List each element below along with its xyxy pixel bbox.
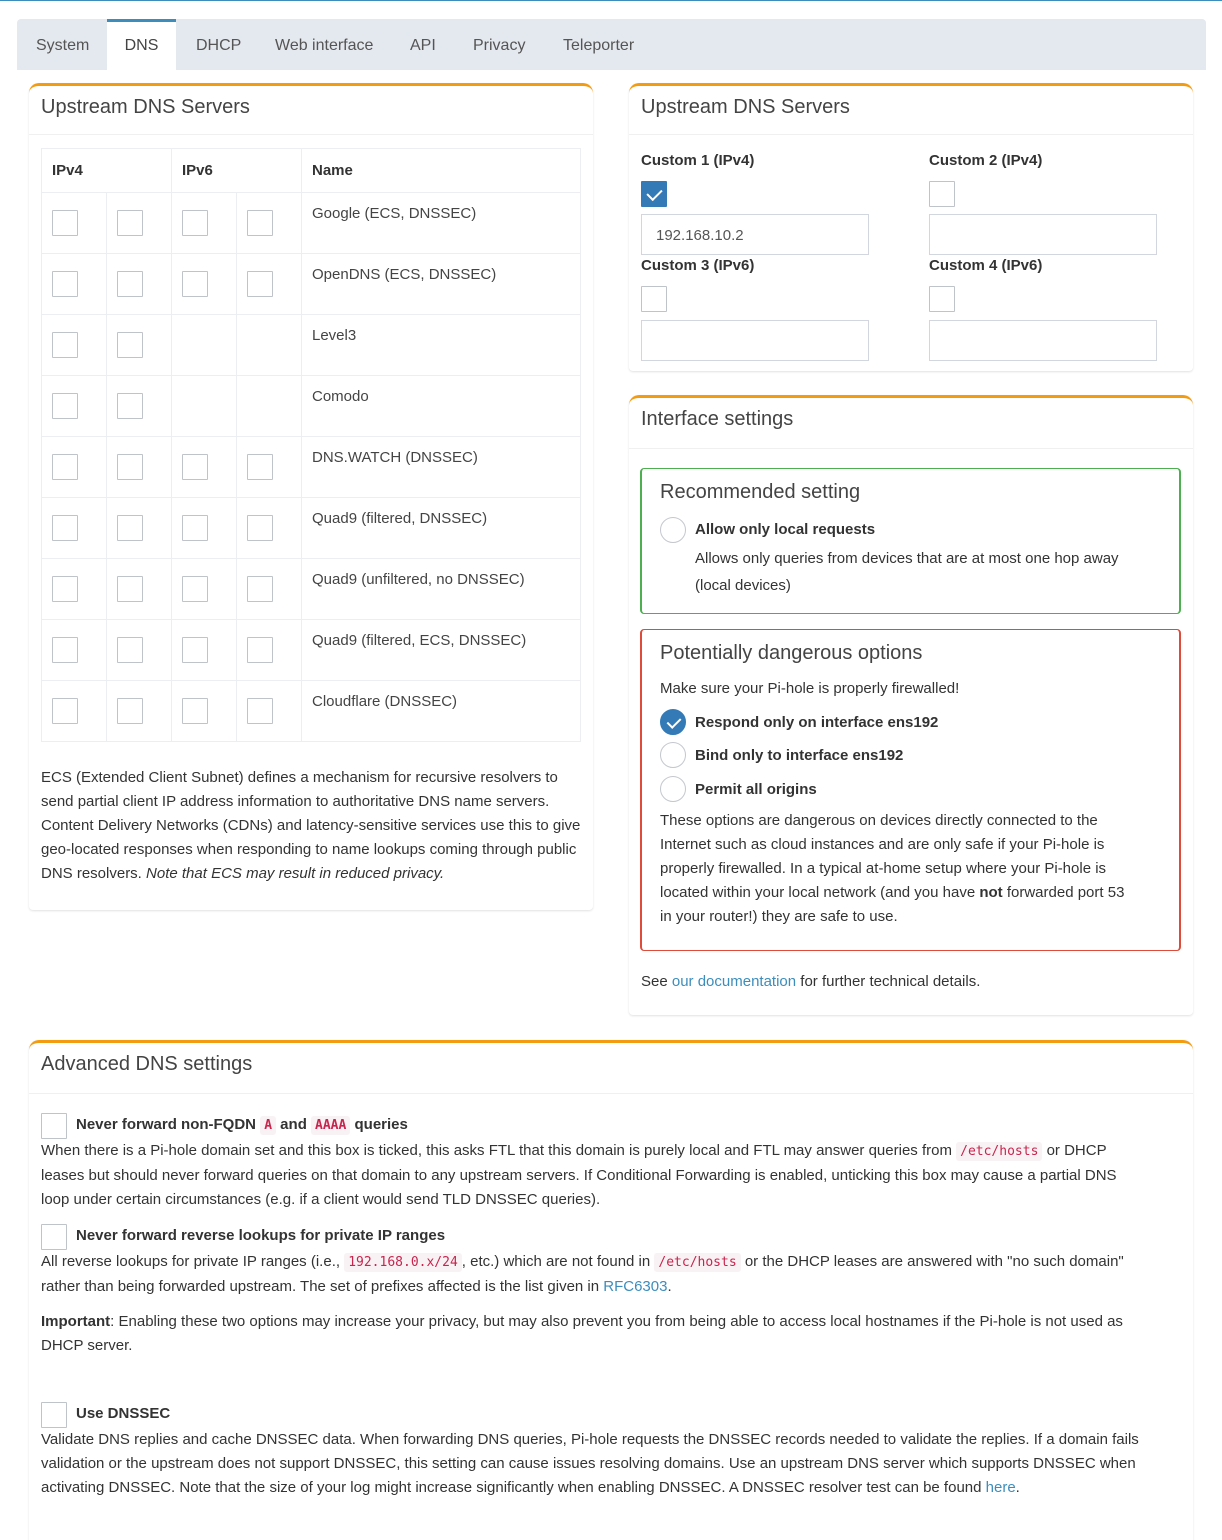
settings-tabs xyxy=(17,19,1206,70)
table-row xyxy=(42,620,581,681)
ipv4-checkbox[interactable] xyxy=(52,637,78,663)
ipv4-checkbox[interactable] xyxy=(52,271,78,297)
ipv4-checkbox[interactable] xyxy=(52,576,78,602)
ipv4-checkbox[interactable] xyxy=(117,698,143,724)
ipv6-checkbox[interactable] xyxy=(182,454,208,480)
server-name: Level3 xyxy=(302,315,581,376)
server-name: DNS.WATCH (DNSSEC) xyxy=(302,437,581,498)
respond-interface-radio[interactable] xyxy=(660,709,686,735)
tab-system[interactable]: System xyxy=(36,37,90,54)
custom4-checkbox[interactable] xyxy=(929,286,955,312)
ipv4-checkbox[interactable] xyxy=(52,210,78,236)
ipv6-header: IPv6 xyxy=(172,149,302,193)
custom1-checkbox[interactable] xyxy=(641,181,667,207)
bind-interface-radio[interactable] xyxy=(660,742,686,768)
box-title: Interface settings xyxy=(641,408,794,430)
custom4-label: Custom 4 (IPv6) xyxy=(929,257,1043,274)
ipv6-checkbox[interactable] xyxy=(182,576,208,602)
custom2-checkbox[interactable] xyxy=(929,181,955,207)
allow-local-label: Allow only local requests xyxy=(695,521,876,538)
never-forward-reverse-checkbox[interactable] xyxy=(41,1224,67,1250)
table-row xyxy=(42,681,581,742)
table-row xyxy=(42,498,581,559)
ipv6-checkbox[interactable] xyxy=(182,698,208,724)
ipv4-checkbox[interactable] xyxy=(117,210,143,236)
custom4-input[interactable] xyxy=(929,320,1157,361)
advanced-dns-box xyxy=(29,1040,1193,1540)
ipv4-header: IPv4 xyxy=(42,149,172,193)
custom3-input[interactable] xyxy=(641,320,869,361)
permit-all-radio[interactable] xyxy=(660,776,686,802)
box-title: Upstream DNS Servers xyxy=(641,96,850,118)
server-name: Quad9 (filtered, ECS, DNSSEC) xyxy=(302,620,581,681)
dangerous-description: These options are dangerous on devices directly connected to the Internet such as cloud instances and are only safe if your Pi-hole is properly firewalled. In a typical at-home setup where your Pi-hole is located within your local network (and you have not forwarded port 53 in your router!) they are safe to use. xyxy=(660,812,1125,925)
ipv6-checkbox[interactable] xyxy=(247,637,273,663)
ipv6-checkbox[interactable] xyxy=(182,637,208,663)
tab-dns[interactable]: DNS xyxy=(107,19,176,70)
server-name: Cloudflare (DNSSEC) xyxy=(302,681,581,742)
ipv4-checkbox[interactable] xyxy=(117,576,143,602)
important-note: Important: Enabling these two options may increase your privacy, but may also prevent you from being able to access local hostnames if the Pi-hole is not used as DHCP server. xyxy=(41,1313,1123,1354)
server-name: OpenDNS (ECS, DNSSEC) xyxy=(302,254,581,315)
dnssec-test-link[interactable]: here xyxy=(985,1479,1016,1496)
box-title: Upstream DNS Servers xyxy=(41,96,250,118)
server-name: Quad9 (unfiltered, no DNSSEC) xyxy=(302,559,581,620)
use-dnssec-checkbox[interactable] xyxy=(41,1402,67,1428)
custom2-input[interactable] xyxy=(929,214,1157,255)
use-dnssec-label: Use DNSSEC xyxy=(76,1405,171,1422)
ipv4-checkbox[interactable] xyxy=(117,393,143,419)
tab-privacy[interactable]: Privacy xyxy=(473,37,526,54)
table-row xyxy=(42,315,581,376)
tab-api[interactable]: API xyxy=(410,37,436,54)
documentation-link[interactable]: our documentation xyxy=(671,973,797,990)
firewall-warning: Make sure your Pi-hole is properly firewalled! xyxy=(660,680,960,697)
tab-teleporter[interactable]: Teleporter xyxy=(563,37,635,54)
never-forward-fqdn-checkbox[interactable] xyxy=(41,1113,67,1139)
bind-interface-label: Bind only to interface ens192 xyxy=(695,747,904,764)
ipv4-checkbox[interactable] xyxy=(52,332,78,358)
ipv6-checkbox[interactable] xyxy=(182,271,208,297)
custom3-label: Custom 3 (IPv6) xyxy=(641,257,755,274)
never-forward-fqdn-label: Never forward non-FQDN A and AAAA queries xyxy=(76,1116,408,1133)
server-name: Google (ECS, DNSSEC) xyxy=(302,193,581,254)
ipv4-checkbox[interactable] xyxy=(117,637,143,663)
upstream-servers-box xyxy=(29,83,593,910)
custom3-checkbox[interactable] xyxy=(641,286,667,312)
ipv4-checkbox[interactable] xyxy=(117,271,143,297)
ipv4-checkbox[interactable] xyxy=(52,515,78,541)
server-name: Quad9 (filtered, DNSSEC) xyxy=(302,498,581,559)
name-header: Name xyxy=(302,149,581,193)
recommended-title: Recommended setting xyxy=(660,481,861,503)
allow-local-description: Allows only queries from devices that are at most one hop away (local devices) xyxy=(695,550,1119,594)
recommended-setting-panel xyxy=(640,468,1181,614)
ipv4-checkbox[interactable] xyxy=(52,393,78,419)
ipv4-checkbox[interactable] xyxy=(117,454,143,480)
table-row xyxy=(42,193,581,254)
server-name: Comodo xyxy=(302,376,581,437)
dangerous-title: Potentially dangerous options xyxy=(660,642,923,664)
upstream-servers-table xyxy=(41,148,581,742)
ipv4-checkbox[interactable] xyxy=(117,332,143,358)
ipv6-checkbox[interactable] xyxy=(247,515,273,541)
never-forward-reverse-description: All reverse lookups for private IP ranges (i.e., 192.168.0.x/24 , etc.) which are not found in /etc/hosts or the DHCP leases are answered with "no such domain" rather than being forwarded upstream. The set of prefixes affected is the list given in RFC6303. xyxy=(41,1253,1124,1295)
use-dnssec-description: Validate DNS replies and cache DNSSEC data. When forwarding DNS queries, Pi-hole requests the DNSSEC records needed to validate the replies. If a domain fails validation or the upstream does not support DNSSEC, this setting can cause issues resolving domains. Use an upstream DNS server which supports DNSSEC when activating DNSSEC. Note that the size of your log might increase significantly when enabling DNSSEC. A DNSSEC resolver test can be found here. xyxy=(41,1431,1139,1496)
permit-all-label: Permit all origins xyxy=(695,781,817,798)
custom2-label: Custom 2 (IPv4) xyxy=(929,152,1043,169)
allow-local-radio[interactable] xyxy=(660,517,686,543)
ipv4-checkbox[interactable] xyxy=(52,698,78,724)
table-row xyxy=(42,437,581,498)
interface-settings-box xyxy=(629,395,1193,1015)
tab-dhcp[interactable]: DHCP xyxy=(196,37,242,54)
dangerous-options-panel xyxy=(640,629,1181,951)
ipv6-checkbox[interactable] xyxy=(247,271,273,297)
ipv6-checkbox[interactable] xyxy=(182,515,208,541)
documentation-note: See our documentation for further technical details. xyxy=(641,973,981,990)
ipv6-checkbox[interactable] xyxy=(247,454,273,480)
ipv4-checkbox[interactable] xyxy=(52,454,78,480)
table-row xyxy=(42,254,581,315)
never-forward-reverse-label: Never forward reverse lookups for private IP ranges xyxy=(76,1227,446,1244)
ipv6-checkbox[interactable] xyxy=(247,698,273,724)
box-title: Advanced DNS settings xyxy=(41,1053,253,1075)
tab-web-interface[interactable]: Web interface xyxy=(275,37,374,54)
custom-upstream-box xyxy=(629,83,1193,371)
rfc6303-link[interactable]: RFC6303 xyxy=(603,1278,668,1295)
ipv6-checkbox[interactable] xyxy=(247,576,273,602)
table-row xyxy=(42,559,581,620)
ipv4-checkbox[interactable] xyxy=(117,515,143,541)
never-forward-fqdn-description: When there is a Pi-hole domain set and this box is ticked, this asks FTL that this domain is purely local and FTL may answer queries from /etc/hosts or DHCP leases but should never forward queries on that domain to any upstream servers. If Conditional Forwarding is enabled, unticking this box may cause a partial DNS loop under certain circumstances (e.g. if a client would send TLD DNSSEC queries). xyxy=(41,1142,1117,1208)
ipv6-checkbox[interactable] xyxy=(247,210,273,236)
custom1-input[interactable]: 192.168.10.2 xyxy=(641,214,869,255)
custom1-label: Custom 1 (IPv4) xyxy=(641,152,755,169)
ecs-description: ECS (Extended Client Subnet) defines a mechanism for recursive resolvers to send partial client IP address information to authoritative DNS name servers. Content Delivery Networks (CDNs) and latency-sensitive services use this to give geo-located responses when responding to name lookups coming through public DNS resolvers. Note that ECS may result in reduced privacy. xyxy=(41,769,581,882)
respond-interface-label: Respond only on interface ens192 xyxy=(695,714,939,731)
ipv6-checkbox[interactable] xyxy=(182,210,208,236)
table-row xyxy=(42,376,581,437)
